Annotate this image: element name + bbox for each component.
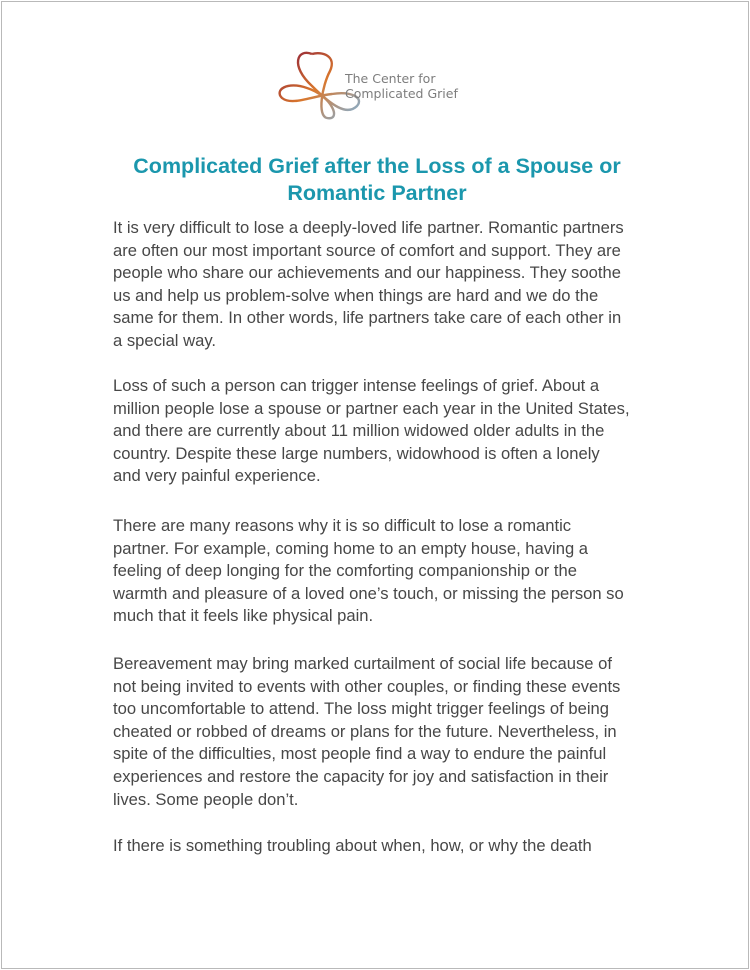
logo-line: The Center for	[345, 71, 436, 86]
text-line: people who share our achievements and our happiness. They soothe	[113, 263, 621, 283]
text-line: are often our most important source of comfort and support. They are	[113, 240, 621, 260]
text-line: Bereavement may bring marked curtailment of social life because of	[113, 654, 612, 673]
text-line: cheated or robbed of dreams or plans for the future. Nevertheless, in	[113, 721, 617, 741]
document-page	[1, 1, 749, 969]
document-title	[62, 153, 692, 207]
text-line: much that it feels like physical pain.	[113, 606, 374, 626]
text-line: and very painful experience.	[113, 466, 321, 486]
paragraph	[113, 835, 673, 858]
paragraph	[113, 375, 673, 488]
text-line: warmth and pleasure of a loved one’s touch, or missing the person so	[113, 583, 624, 603]
text-line: and there are currently about 11 million widowed older adults in the	[113, 421, 605, 441]
text-line: lives. Some people don’t.	[113, 789, 299, 809]
text-line: spite of the difficulties, most people find a way to endure the painful	[113, 744, 607, 764]
paragraph	[113, 217, 673, 353]
logo-line: Complicated Grief	[345, 86, 458, 101]
text-line: same for them. In other words, life partners take care of each other in	[113, 308, 622, 328]
text-line: us and help us problem-solve when things are hard and we do the	[113, 285, 599, 305]
paragraph	[113, 653, 673, 811]
text-line: not being invited to events with other couples, or finding these events	[113, 676, 621, 696]
text-line: country. Despite these large numbers, widowhood is often a lonely	[113, 443, 600, 463]
title-line: Complicated Grief after the Loss of a Spouse or	[133, 154, 621, 178]
text-line: If there is something troubling about when, how, or why the death	[113, 836, 592, 855]
logo-text	[345, 71, 458, 101]
text-line: partner. For example, coming home to an empty house, having a	[113, 538, 589, 558]
text-line: Loss of such a person can trigger intense feelings of grief. About a	[113, 376, 600, 395]
text-line: It is very difficult to lose a deeply-loved life partner. Romantic partners	[113, 218, 624, 237]
text-line: There are many reasons why it is so difficult to lose a romantic	[113, 516, 572, 535]
text-line: feeling of deep longing for the comforting companionship or the	[113, 561, 578, 581]
title-line: Romantic Partner	[287, 181, 467, 205]
text-line: too uncomfortable to attend. The loss might trigger feelings of being	[113, 699, 609, 719]
paragraph	[113, 515, 673, 628]
text-line: a special way.	[113, 330, 216, 350]
text-line: experiences and restore the capacity for joy and satisfaction in their	[113, 766, 609, 786]
text-line: million people lose a spouse or partner each year in the United States,	[113, 398, 630, 418]
